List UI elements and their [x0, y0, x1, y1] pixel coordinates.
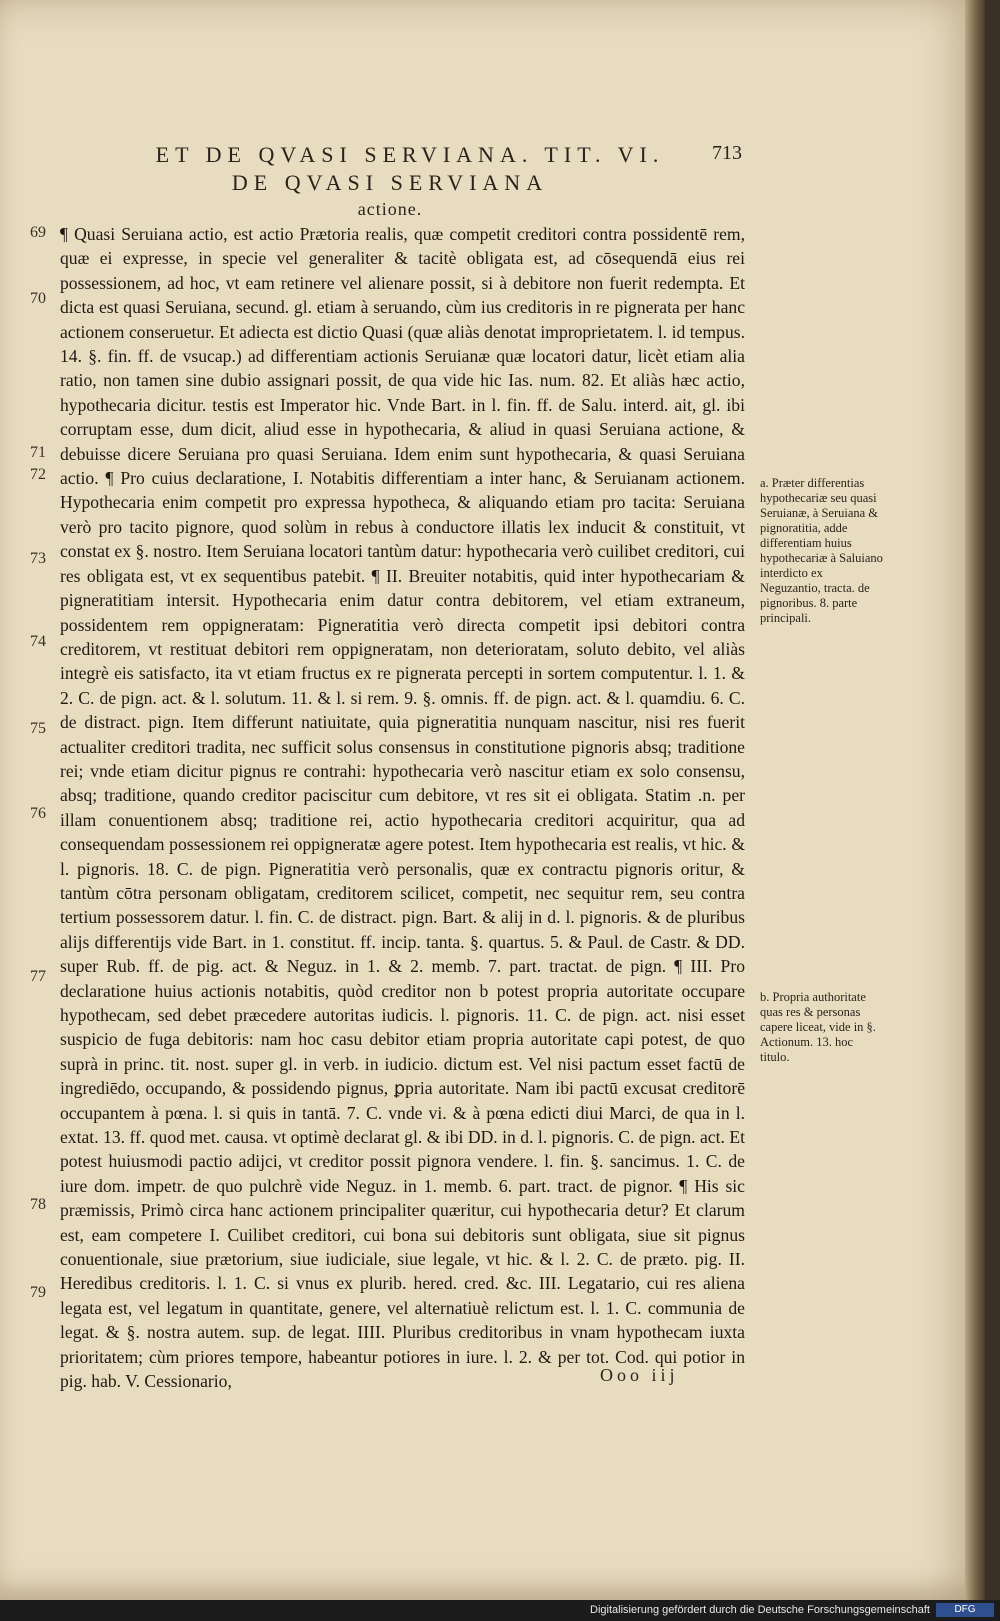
marginal-note-a: a. Præter differentias hypothecariæ seu quasi Seruianæ, à Seruiana & pignoratitia, adde differentiam huius hypothecariæ à Saluiano interdicto ex Neguzantio, tracta. de pignoribus. 8. parte principali.	[760, 476, 883, 625]
paragraph-number: 79	[30, 1284, 46, 1301]
paragraph-number: 77	[30, 968, 46, 985]
page-edge	[965, 0, 985, 1600]
chapter-title	[180, 170, 600, 222]
paragraph-number: 78	[30, 1196, 46, 1213]
paragraph-number: 70	[30, 290, 46, 307]
paragraph-number: 69	[30, 224, 46, 241]
digitization-footer	[0, 1600, 1000, 1621]
chapter-title-line2: actione.	[357, 199, 423, 219]
paragraph-number: 73	[30, 550, 46, 567]
paragraph-number: 76	[30, 805, 46, 822]
dfg-logo: DFG	[936, 1603, 994, 1617]
footer-credit-text: Digitalisierung gefördert durch die Deutsche Forschungsgemeinschaft	[590, 1604, 930, 1616]
paragraph-number: 74	[30, 633, 46, 650]
paragraph-number: 72	[30, 466, 46, 483]
paragraph-number: 71	[30, 444, 46, 461]
paragraph-number: 75	[30, 720, 46, 737]
main-body-text: ¶ Quasi Seruiana actio, est actio Prætoria realis, quæ competit creditori contra possidentē rem, quæ ei expresse, in specie vel generaliter & tacitè obligata est, ad cōsequendā eius rei possessionem, ad hoc, vt eam retinere vel alienare possit, si à debitore non fuerit redempta. Et dicta est quasi Seruiana, secund. gl. etiam à seruando, cùm ius creditoris in re pignerata per hanc actionem conseruetur. Et adiecta est dictio Quasi (quæ aliàs denotat improprietatem. l. id tempus. 14. §. fin. ff. de vsucap.) ad differentiam actionis Seruianæ quæ locatori datur, licèt etiam alia ratio, non tamen sine dubio assignari possit, de qua vide hic Ias. num. 82. Et aliàs hæc actio, hypothecaria dicitur. testis est Imperator hic. Vnde Bart. in l. fin. ff. de Salu. interd. ait, gl. ibi corruptam esse, dum dicit, aliud esse in hypothecaria, & aliud in quasi Seruiana actione, & debuisse dicere Seruiana pro quasi Seruiana. Idem enim sunt hypothecaria, & quasi Seruiana actio. ¶ Pro cuius declaratione, I. Notabitis differentiam a inter hanc, & Seruianam actionem. Hypothecaria enim competit pro expressa hypotheca, & aliquando etiam pro tacita: Seruiana verò pro tacito pignore, quod solùm in rebus à conductore illatis lex inducit & constituit, vt constat ex §. nostro. Item Seruiana locatori tantùm datur: hypothecaria verò cuilibet creditori, cui res obligata est, vt ex sequentibus patebit. ¶ II. Breuiter notabitis, quid inter hypothecariam & pigneratitiam intersit. Hypothecaria enim datur contra debitorem, vel etiam extraneum, possidentem rem oppigneratam: Pigneratitia verò directa competit ipsi debitori contra creditorem, vt restituat debitori rem oppigneratam, non deterioratam, soluto debito, vel aliàs integrè eis satisfacto, ita vt etiam fructus ex re pignerata percepti in sortem computentur. l. 1. & 2. C. de pign. act. & l. solutum. 11. & l. si rem. 9. §. omnis. ff. de pign. act. & l. quamdiu. 6. C. de distract. pign. Item differunt natiuitate, quia pigneratitia nunquam nascitur, nisi res fuerit actualiter creditori tradita, nec sufficit solus consensus in constitutione pignoris absq; traditione rei; vnde etiam dicitur pignus re contrahi: hypothecaria verò nascitur etiam ex solo consensu, absq; traditione, quando creditor paciscitur cum debitore, vt res sit ei obligata. Statim .n. per illam conuentionem absq; traditione rei, actio hypothecaria creditori acquiritur, qua ad consequendam possessionem rei oppigneratæ agere potest. Item hypothecaria est realis, vt hic. & l. pignoris. 18. C. de pign. Pigneratitia verò personalis, quæ ex contractu pignoris oritur, & tantùm cōtra personam obligatam, creditorem scilicet, competit, nec sequitur rem, seu contra tertium possessorem datur. l. fin. C. de distract. pign. Bart. & alij in d. l. pignoris. & de pluribus alijs differentijs vide Bart. in 1. constitut. ff. incip. tanta. §. quartus. 5. & Paul. de Castr. & DD. super Rub. ff. de pig. act. & Neguz. in 1. & 2. memb. 7. part. tractat. de pign. ¶ III. Pro declaratione huius actionis notabitis, quòd creditor non b potest propria autoritate occupare hypothecam, sed debet præcedere autoritas iudicis. l. pignoris. 11. C. de pign. act. nisi esset suspicio de fuga debitoris: nam hoc casu debitor etiam propria autoritate capi potest, de quo suprà in princ. tit. nost. super gl. in verb. in iudicio. dictum est. Vel nisi pactum esset factū de ingrediēdo, occupando, & possidendo pignus, ꝑpria autoritate. Nam ibi pactū excusat creditorē occupantem à pœna. l. si quis in tantā. 7. C. vnde vi. & à pœna edicti diui Marci, de qua in l. extat. 13. ff. quod met. causa. vt optimè declarat gl. & ibi DD. in d. l. pignoris. C. de pign. act. Et potest huiusmodi pactio adijci, vt creditor possit pignora vendere. l. fin. §. sancimus. 1. C. de iure dom. impetr. de quo pulchrè vide Neguz. in 1. memb. 6. part. tract. de pignor. ¶ His sic præmissis, Primò circa hanc actionem principaliter quæritur, cui hypothecaria detur? Et clarum est, eam competere I. Cuilibet creditori, cui bona sui debitoris sunt obligata, siue sit pignus conuentionale, siue prætorium, siue iudiciale, siue legale, vt hic. & l. 2. C. de præto. pig. II. Heredibus creditoris. l. 1. C. si vnus ex plurib. hered. cred. &c. III. Legatario, cui res aliena legata est, vel legatum in quantitate, genere, vel alternatiuè relictum est. l. 1. C. communia de legat. & §. nostra autem. sup. de legat. IIII. Pluribus creditoribus in vnam hypothecam iuxta prioritatem; cùm priores tempore, habeantur potiores in iure. l. 2. & per tot. Cod. qui potior in pig. hab. V. Cessionario,	[60, 224, 745, 1392]
signature-mark: Ooo iij	[600, 1365, 679, 1385]
running-head: ET DE QVASI SERVIANA. TIT. VI.	[155, 142, 665, 167]
page-number: 713	[712, 142, 742, 164]
marginal-note-b: b. Propria authoritate quas res & personas capere liceat, vide in §. Actionum. 13. hoc titulo.	[760, 990, 876, 1064]
chapter-title-line1: DE QVASI SERVIANA	[231, 170, 549, 195]
